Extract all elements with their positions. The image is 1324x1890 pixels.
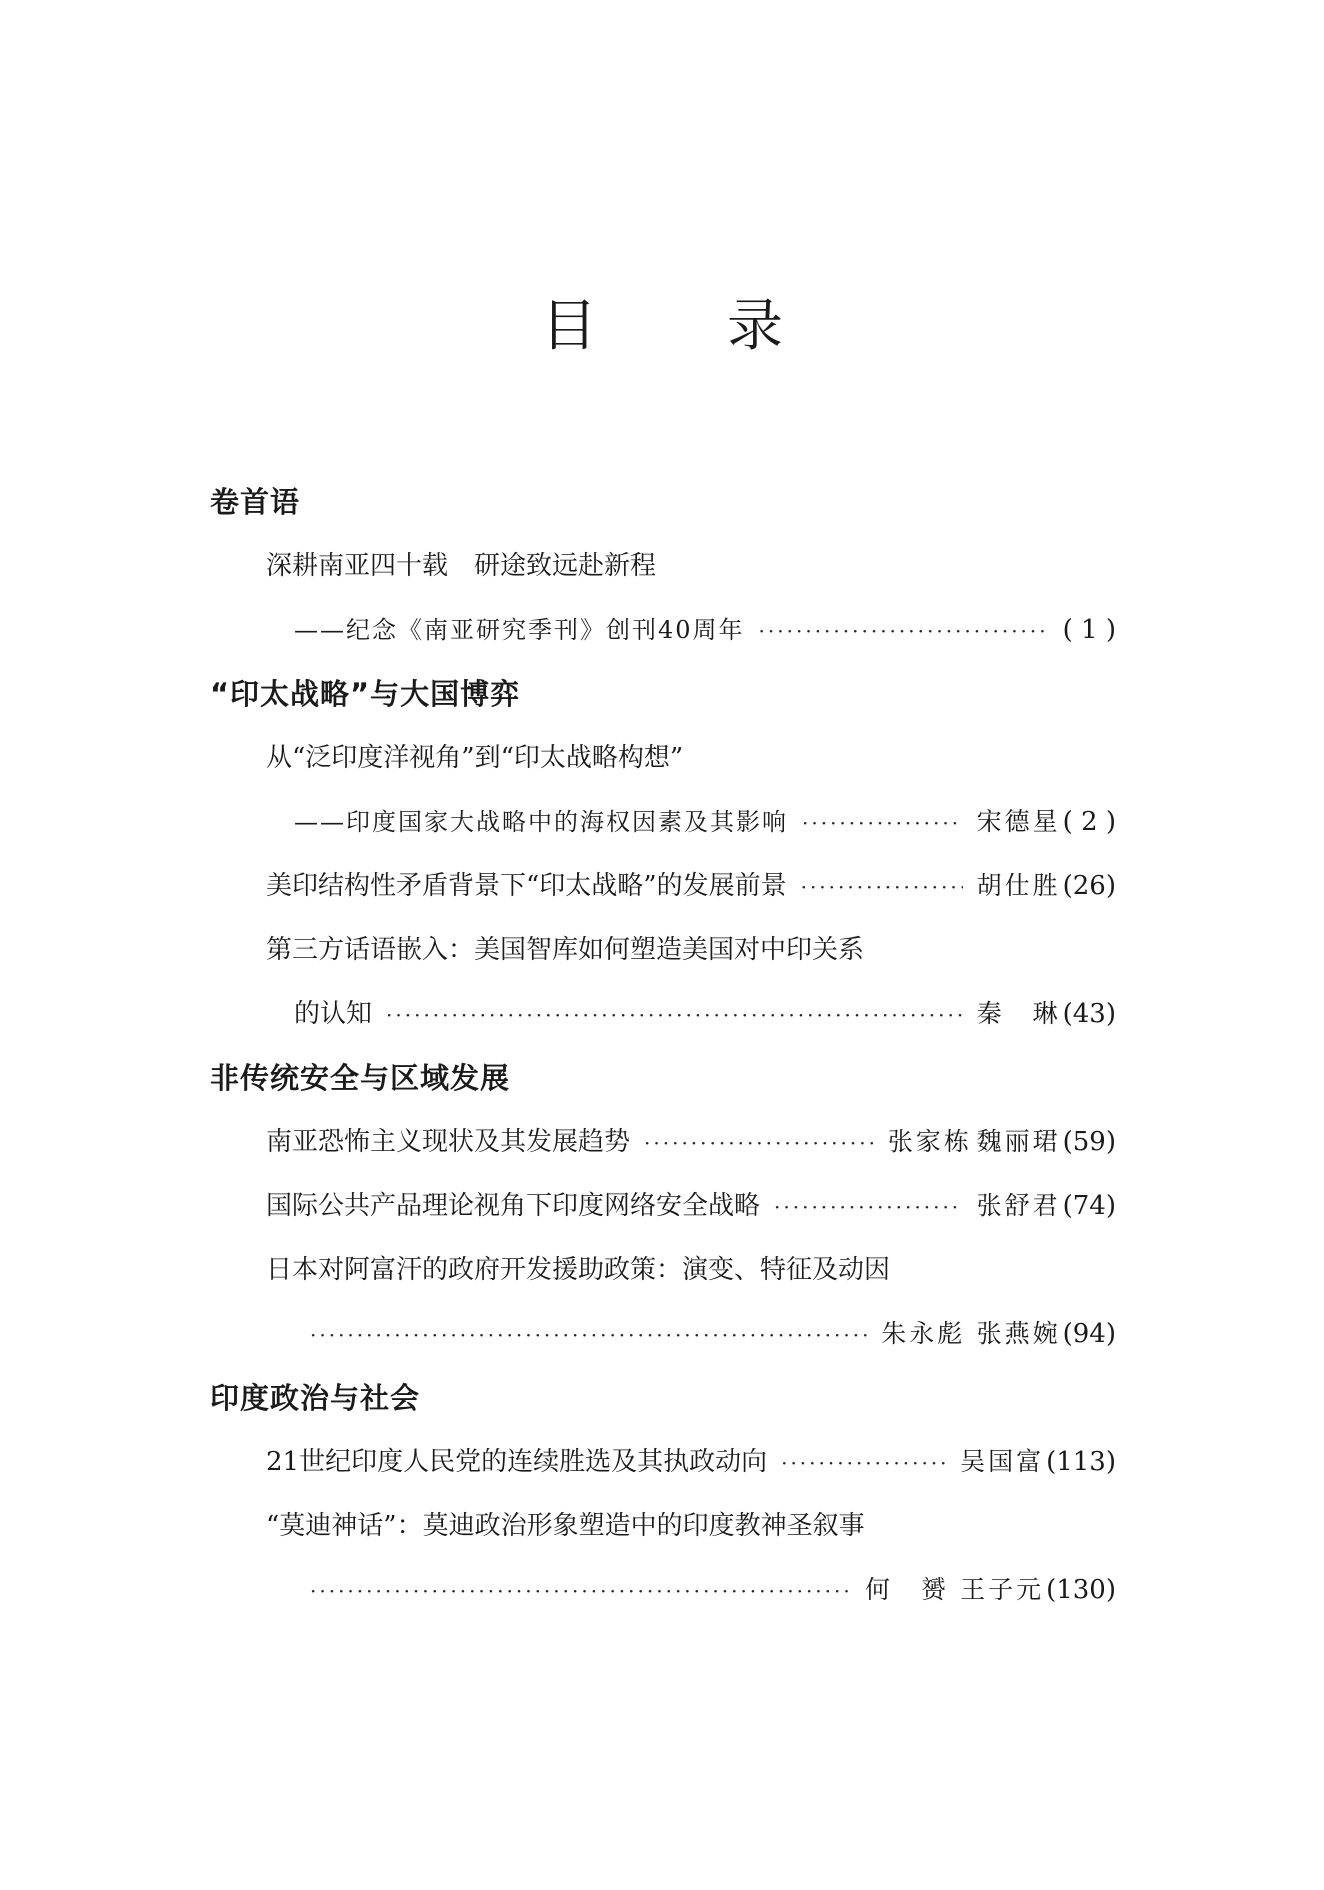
title-char-2: 录	[727, 294, 783, 359]
toc-entry[interactable]	[266, 1122, 1116, 1163]
section-heading: “印太战略”与大国博弈	[210, 677, 521, 711]
section-heading: 印度政治与社会	[210, 1381, 421, 1415]
section-heading: 卷首语	[210, 485, 301, 519]
title-char-1: 目	[541, 294, 597, 359]
entry-title: 美印结构性矛盾背景下“印太战略”的发展前景	[266, 871, 787, 901]
author-name: 吴国富	[960, 1447, 1045, 1476]
entry-title-continued: 的认知	[294, 999, 373, 1029]
page-number: (113)	[1046, 1447, 1116, 1477]
dot-leader	[759, 611, 1047, 651]
dot-leader	[310, 1315, 867, 1355]
toc-entry-continuation[interactable]	[310, 1314, 1116, 1355]
toc-entry-title[interactable]: “莫迪神话”：莫迪政治形象塑造中的印度教神圣叙事	[266, 1511, 865, 1541]
author-name: 朱永彪	[881, 1319, 966, 1348]
author-name: 秦 琳	[976, 999, 1061, 1028]
section-heading: 非传统安全与区域发展	[210, 1061, 511, 1095]
page-title	[0, 292, 1324, 362]
toc-entry-continuation[interactable]	[294, 994, 1116, 1035]
page-number: ( 1 )	[1062, 615, 1116, 645]
toc-entry-title[interactable]: 第三方话语嵌入：美国智库如何塑造美国对中印关系	[266, 935, 865, 965]
author-name: 何 赟	[865, 1575, 950, 1604]
dot-leader	[310, 1571, 851, 1611]
author-name: 张燕婉	[976, 1319, 1061, 1348]
author-name: 王子元	[960, 1575, 1045, 1604]
toc-entry-subtitle-line[interactable]	[294, 610, 1116, 651]
author-name: 张家栋	[887, 1127, 972, 1156]
entry-title: 国际公共产品理论视角下印度网络安全战略	[266, 1191, 761, 1221]
page-number: (94)	[1062, 1319, 1116, 1349]
page-number: (59)	[1062, 1127, 1116, 1157]
dot-leader	[781, 1443, 946, 1483]
dot-leader	[644, 1123, 874, 1163]
toc-entry[interactable]	[266, 1442, 1116, 1483]
dot-leader	[774, 1187, 963, 1227]
toc-entry-title[interactable]: 日本对阿富汗的政府开发援助政策：演变、特征及动因	[266, 1255, 891, 1285]
author-name: 魏丽珺	[976, 1127, 1061, 1156]
page-number: (130)	[1046, 1575, 1116, 1605]
toc-entry[interactable]	[266, 866, 1116, 907]
entry-subtitle: ——纪念《南亚研究季刊》创刊40周年	[294, 616, 745, 644]
dot-leader	[802, 803, 963, 843]
page-number: (26)	[1062, 871, 1116, 901]
dot-leader	[801, 867, 963, 907]
toc-entry[interactable]	[266, 1186, 1116, 1227]
entry-title: 南亚恐怖主义现状及其发展趋势	[266, 1127, 631, 1157]
page-number: (74)	[1062, 1191, 1116, 1221]
page-number: (43)	[1062, 999, 1116, 1029]
dot-leader	[386, 995, 963, 1035]
entry-title: 21世纪印度人民党的连续胜选及其执政动向	[266, 1447, 768, 1477]
toc-entry-title[interactable]: 深耕南亚四十载 研途致远赴新程	[266, 551, 657, 581]
toc-entry-subtitle-line[interactable]	[294, 802, 1116, 843]
page-number: ( 2 )	[1062, 807, 1116, 837]
author-name: 宋德星	[976, 807, 1061, 836]
toc-entry-title[interactable]: 从“泛印度洋视角”到“印太战略构想”	[266, 743, 684, 773]
author-name: 张舒君	[976, 1191, 1061, 1220]
author-name: 胡仕胜	[976, 871, 1061, 900]
entry-subtitle: ——印度国家大战略中的海权因素及其影响	[294, 808, 788, 836]
toc-entry-continuation[interactable]	[310, 1570, 1116, 1611]
